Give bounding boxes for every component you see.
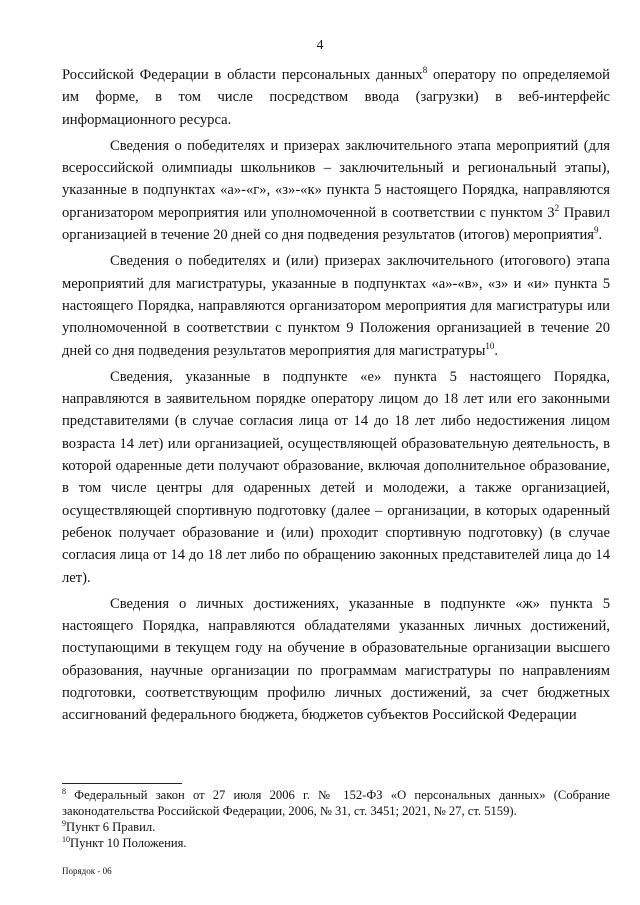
footnote-ref: 8 (422, 65, 428, 75)
footnote (62, 835, 610, 851)
paragraph (62, 250, 610, 361)
footnote-text: Пункт 6 Правил. (66, 820, 156, 834)
footnote (62, 819, 610, 835)
footnote-ref: 2 (554, 202, 560, 213)
paragraph-text: Сведения о личных достижениях, указанные в подпункте «ж» пункта 5 настоящего Порядка, направляются обладателями указанных личных достижений, поступающими в текущем году на обучение в образовательные организации высшего образования, научные организации по программам магистратуры по направлениям подготовки, соответствующим профилю личных достижений, за счет бюджетных ассигнований федерального бюджета, бюджетов субъектов Российской Федерации (62, 595, 610, 724)
footnote-mark: 10 (62, 835, 70, 844)
page-number: 4 (316, 38, 324, 53)
footer-label: Порядок - 06 (62, 866, 112, 876)
paragraph (62, 135, 610, 246)
footnote-mark: 9 (62, 819, 66, 828)
paragraph-text: Сведения о победителях и призерах заключительного этапа мероприятий (для всероссийской олимпиады школьников – заключительный и региональный этапы), указанные в подпунктах «а»-«г», «з»-«к» пункта 5 настоящего Порядка, направляются организатором мероприятия или уполномоченной в соответствии с пунктом 3 (62, 137, 610, 221)
footnotes (62, 787, 610, 851)
footnote (62, 787, 610, 819)
footnote-ref: 10 (485, 340, 495, 351)
paragraph-text: Сведения, указанные в подпункте «е» пункта 5 настоящего Порядка, направляются в заявительном порядке оператору лицом до 18 лет или его законными представителями (в случае согласия лица от 14 до 18 лет либо недостижения лицом возраста 14 лет) или организацией, осуществляющей образовательную деятельность, в которой одаренные дети получают образование, включая дополнительное образование, в том числе центры для одаренных детей и молодежи, а также организацией, осуществляющей спортивную подготовку (далее – организации, в которых одаренный ребенок получает образование и (или) проходит спортивную подготовку) (в случае согласия лица от 14 до 18 лет либо по обращению законных представителей лица до 14 лет). (62, 368, 610, 586)
footnote-text: Федеральный закон от 27 июля 2006 г. № 152-ФЗ «О персональных данных» (Собрание законодательства Российской Федерации, 2006, № 31, ст. 3451; 2021, № 27, ст. 5159). (62, 788, 610, 818)
footnote-ref: 9 (594, 225, 599, 236)
paragraph (62, 366, 610, 589)
paragraph-text: . (494, 342, 499, 359)
paragraph-text: Сведения о победителях и (или) призерах заключительного (итогового) этапа мероприятий для магистратуры, указанные в подпунктах «а»-«в», «з» и «и» пункта 5 настоящего Порядка, направляются организатором мероприятия для магистратуры или уполномоченной в соответствии с пунктом 9 Положения организацией в течение 20 дней со дня подведения результатов мероприятия для магистратуры (62, 253, 610, 359)
paragraph-text: Российской Федерации в области персональных данных (62, 67, 423, 83)
footnote-text: Пункт 10 Положения. (70, 836, 187, 850)
paragraph (62, 593, 610, 727)
body-text (62, 64, 610, 727)
footnote-separator (62, 783, 182, 784)
paragraph-text: Правил организацией в течение 20 дней со дня подведения результатов (итогов) мероприятия (62, 204, 610, 244)
paragraph-text: . (598, 227, 603, 244)
footnote-mark: 8 (62, 787, 66, 796)
paragraph-text: оператору по определяемой им форме, в том числе посредством ввода (загрузки) в веб-интерфейс информационного ресурса. (62, 67, 610, 128)
paragraph (62, 64, 610, 131)
